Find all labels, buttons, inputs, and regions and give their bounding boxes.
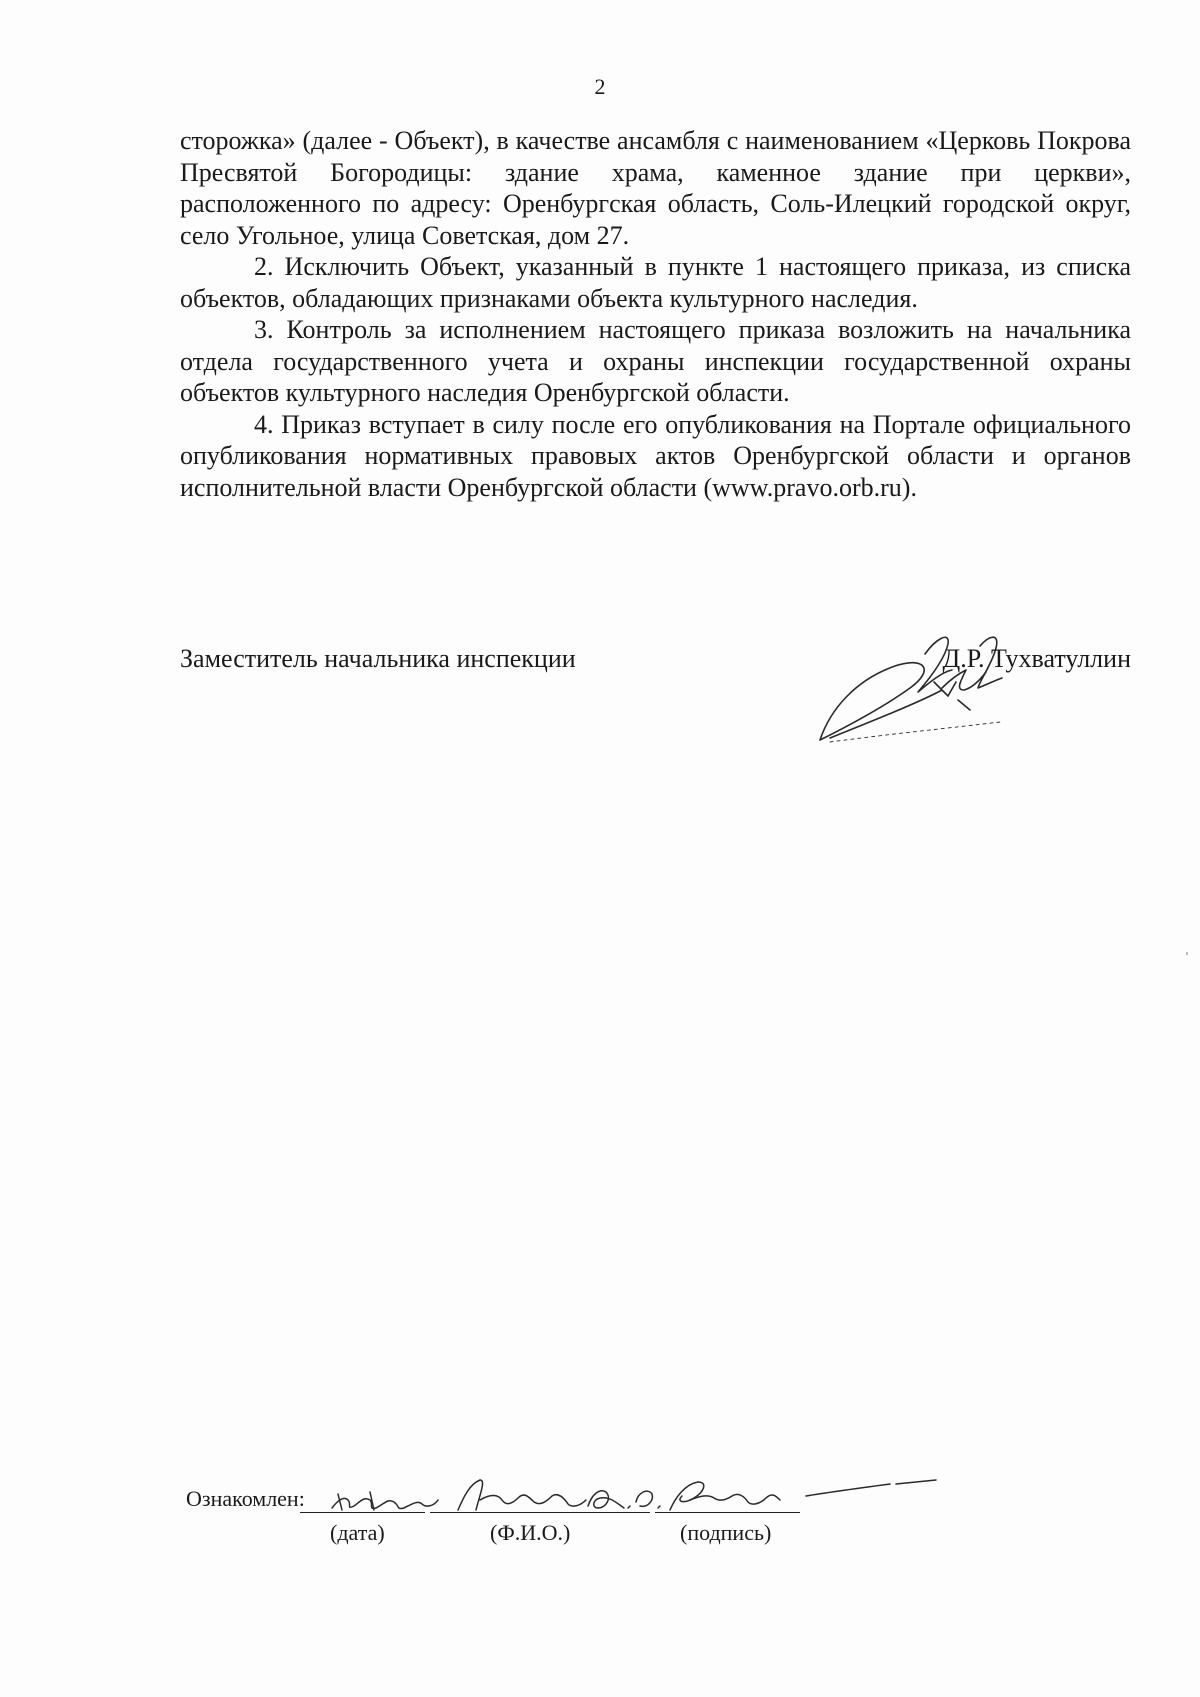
acknowledged-label: Ознакомлен:: [186, 1486, 305, 1511]
page-number: 2: [594, 74, 606, 99]
signature-caption: (подпись): [680, 1520, 772, 1545]
fio-caption: (Ф.И.О.): [490, 1520, 571, 1545]
signature-underline: [655, 1512, 800, 1513]
paragraph-item-3: 3. Контроль за исполнением настоящего приказа возложить на начальника отдела государственного учета и охраны инспекции государственной охраны объектов культурного наследия Оренбургской области.: [180, 315, 1131, 407]
paragraph-item-2: 2. Исключить Объект, указанный в пункте 1 настоящего приказа, из списка объектов, обладающих признаками объекта культурного наследия.: [180, 252, 1131, 313]
fio-underline: [430, 1512, 650, 1513]
signature-block: [180, 630, 1131, 760]
signatory-name: Д.Р. Тухватуллин: [942, 644, 1131, 673]
signatory-position: Заместитель начальника инспекции: [180, 644, 576, 673]
acknowledgement-block: [180, 1470, 940, 1560]
paragraph-item-4: 4. Приказ вступает в силу после его опубликования на Портале официального опубликования нормативных правовых актов Оренбургской области и органов исполнительной власти Оренбургской области (www.pravo.orb.ru).: [180, 409, 1131, 502]
date-underline: [300, 1512, 425, 1513]
date-caption: (дата): [330, 1520, 385, 1545]
document-body: [180, 125, 1131, 503]
scan-artifact: [1186, 952, 1188, 955]
paragraph-continuation: сторожка» (далее - Объект), в качестве ансамбля с наименованием «Церковь Покрова Пресвятой Богородицы: здание храма, каменное здание при церкви», расположенного по адресу: Оренбургская область, Соль-Илецкий городской округ, село Угольное, улица Советская, дом 27.: [180, 126, 1131, 250]
